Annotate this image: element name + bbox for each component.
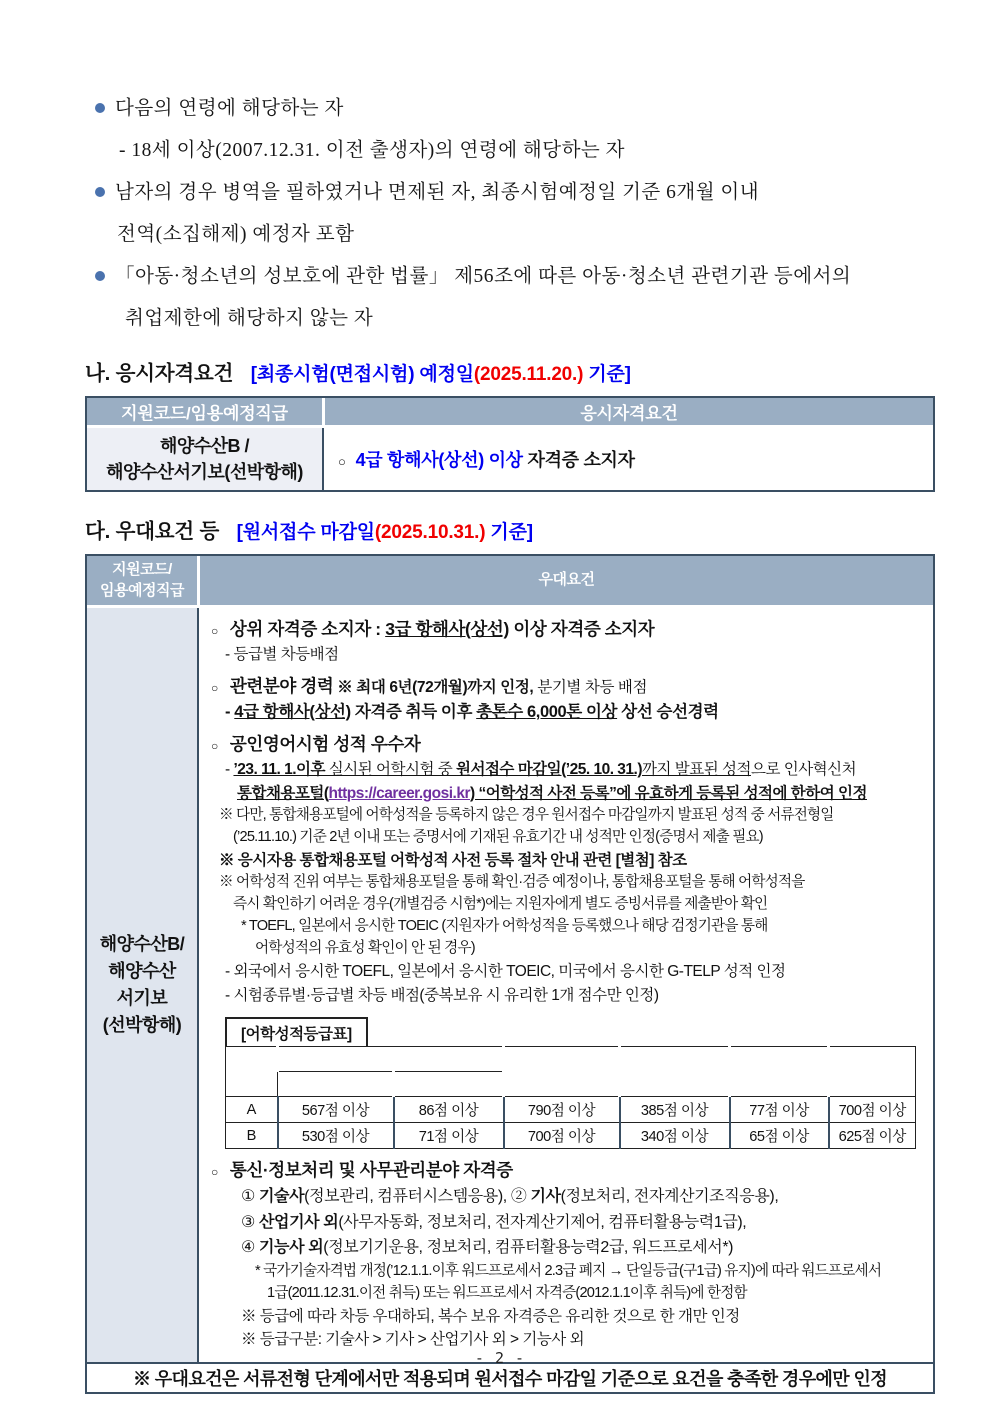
bullet-text: 「아동·청소년의 성보호에 관한 법률」 제56조에 따른 아동·청소년 관련기관 등에서의	[115, 266, 852, 287]
pref4-head: 통신·정보처리 및 사무관리분야 자격증	[229, 1160, 513, 1181]
eligibility-bullet-list	[85, 88, 935, 340]
pref1-head: 상위 자격증 소지자 :	[229, 619, 386, 639]
flex-cell: 625점 이상	[829, 1123, 916, 1149]
gtelp-cell: 65점 이상	[730, 1123, 829, 1149]
preference-footer-note: ※ 우대요건은 서류전형 단계에서만 적용되며 원서접수 마감일 기준으로 요건을 충족한 경우에만 인정	[87, 1362, 933, 1392]
lang-header-toefl: TOEFL	[278, 1047, 504, 1072]
pbt-cell: 530점 이상	[278, 1123, 394, 1149]
header-line: 지원코드/	[112, 561, 172, 579]
num-icon: ③	[241, 1213, 259, 1231]
flex-cell: 700점 이상	[829, 1097, 916, 1123]
pref3-dash1-line2	[211, 782, 925, 806]
code-line: 해양수산서기보(선박항해)	[106, 462, 303, 482]
cert-detail: (정보기기운용, 정보처리, 컴퓨터활용능력2급, 워드프로세서*)	[323, 1239, 734, 1257]
bullet-subtext: - 18세 이상(2007.12.31. 이전 출생자)의 연령에 해당하는 자	[119, 140, 625, 161]
bullet-item-law	[85, 256, 935, 340]
cert-detail: (사무자동화, 정보처리, 전자계산기제어, 컴퓨터활용능력1급),	[338, 1213, 747, 1231]
page-number: - 2 -	[474, 1349, 526, 1367]
pref3-portal: 통합채용포털(	[237, 784, 329, 802]
teps-cell: 385점 이상	[620, 1097, 730, 1123]
pref3-date1: ’23. 11. 1.이후	[233, 761, 325, 778]
pref3-dash2: - 외국에서 응시한 TOEFL, 일본에서 응시한 TOEIC, 미국에서 응시한 G-TELP 성적 인정	[225, 962, 786, 980]
eligibility-table	[87, 398, 933, 490]
code-line: 해양수산	[108, 960, 176, 981]
bullet-text: 남자의 경우 병역을 필하였거나 면제된 자, 최종시험예정일 기준 6개월 이내	[115, 182, 760, 203]
pref1-tail: 이상 자격증 소지자	[508, 619, 655, 639]
cert-name: 기사	[530, 1188, 561, 1206]
pref3-deadline: 원서접수 마감일(’25. 10. 31.)	[456, 761, 643, 778]
t2-cell-preference-content	[197, 608, 933, 1362]
lang-header-teps: TEPS	[620, 1047, 730, 1097]
circle-marker: ○	[211, 738, 218, 753]
section-note-tail: 기준]	[583, 364, 631, 385]
section-heading-eligibility	[85, 356, 935, 386]
num-icon: ①	[241, 1188, 259, 1206]
cert-detail: (정보처리, 전자계산기조직응용),	[560, 1188, 779, 1206]
section-title: 다. 우대요건 등	[85, 520, 220, 543]
grade-cell: A	[226, 1097, 278, 1123]
pref3-note3-line2: 즉시 확인하기 어려운 경우(개별검증 시험*)에는 지원자에게 별도 증빙서류를 제출받아 확인	[233, 896, 768, 913]
pref3-portal-tail: ) “어학성적 사전 등록”에 유효하게 등록된 성적에 한하여 인정	[470, 784, 867, 802]
language-score-block	[225, 1017, 915, 1149]
table-header-row	[87, 556, 933, 608]
t2-cell-code	[87, 608, 197, 1362]
pref1-sub: - 등급별 차등배점	[225, 646, 339, 664]
ibt-cell: 86점 이상	[394, 1097, 504, 1123]
pref3-note1-line1: ※ 다만, 통합채용포털에 어학성적을 등록하지 않은 경우 원서접수 마감일까지 발표된 성적 중 서류전형일	[219, 807, 834, 824]
bullet-text-cont: 전역(소집해제) 예정자 포함	[117, 224, 355, 245]
bullet-text: 다음의 연령에 해당하는 자	[115, 98, 344, 119]
requirement-highlight: 4급 항해사(상선) 이상	[355, 450, 523, 470]
t1-cell-requirement	[322, 428, 933, 490]
table-row	[87, 428, 933, 490]
bullet-icon	[95, 103, 105, 113]
pref3-dash3: - 시험종류별·등급별 차등 배점(중복보유 시 유리한 1개 점수만 인정)	[225, 986, 659, 1004]
code-line: 해양수산B /	[159, 435, 250, 456]
section-note: [원서접수 마감일	[236, 522, 375, 543]
pref3-head: 공인영어시험 성적 우수자	[229, 733, 421, 754]
dash: -	[225, 761, 234, 778]
cert-name: 산업기사 외	[259, 1213, 339, 1231]
language-score-table	[225, 1046, 916, 1149]
section-note-date: (2025.11.20.)	[473, 364, 584, 385]
t1-header-code: 지원코드/임용예정직급	[87, 398, 322, 428]
header-line: 임용예정직급	[100, 581, 184, 599]
pref2-note-bold: ※ 최대 6년(72개월)까지 인정,	[333, 678, 534, 696]
pref2-underline1: 4급 항해사(상선)	[234, 702, 351, 721]
pref4-q2	[211, 1210, 925, 1236]
toeic-cell: 790점 이상	[504, 1097, 620, 1123]
t2-header-code	[87, 556, 197, 608]
pref2-mid: 자격증 취득 이후	[350, 702, 477, 721]
pref3-heading	[211, 731, 925, 758]
bullet-item-military	[85, 172, 935, 256]
lang-header-pbt: PBT	[278, 1072, 394, 1097]
section-heading-preference	[85, 514, 935, 544]
t2-header-preference: 우대요건	[197, 556, 933, 608]
pref4-q1	[211, 1184, 925, 1210]
header-line: G-TELP	[752, 1052, 806, 1070]
code-line: (선박항해)	[102, 1014, 182, 1035]
lang-header-grade: 등급	[226, 1047, 278, 1097]
lang-header-toeic: TOEIC	[504, 1047, 620, 1097]
pref2-head: 관련분야 경력	[229, 675, 334, 696]
pref2-sub	[211, 700, 925, 725]
section-title: 나. 응시자격요건	[85, 362, 234, 385]
grade-cell: B	[226, 1123, 278, 1149]
lang-header-ibt: IBT	[394, 1072, 504, 1097]
pref2-note-rest: 분기별 차등 배점	[533, 678, 648, 696]
pref3-star-line1: * TOEFL, 일본에서 응시한 TOEIC (지원자가 어학성적을 등록했으나 해당 검정기관을 통해	[241, 918, 768, 935]
circle-marker: ○	[338, 454, 346, 469]
pref3-dash1-line1	[211, 758, 925, 782]
requirement-rest: 자격증 소지자	[522, 450, 635, 470]
pref4-star-line2: 1급(2011.12.31.이전 취득) 또는 워드프로세서 자격증(2012.1.1이후 취득)에 한정함	[267, 1284, 747, 1301]
dash: -	[225, 702, 235, 721]
pref1-heading	[211, 616, 925, 643]
cert-detail: (정보관리, 컴퓨터시스템응용), ②	[304, 1188, 531, 1206]
pbt-cell: 567점 이상	[278, 1097, 394, 1123]
pref4-star-line1: * 국가기술자격법 개정(’12.1.1.이후 워드프로세서 2.3급 폐지 → 단일등급(구1급) 유지)에 따라 워드프로세서	[255, 1262, 882, 1279]
section-note-tail: 기준]	[485, 522, 533, 543]
section-note: [최종시험(면접시험) 예정일	[250, 364, 474, 385]
circle-marker: ○	[211, 680, 218, 695]
pref2-heading	[211, 673, 925, 700]
header-line: LEVEL 2	[749, 1071, 809, 1089]
t1-cell-code	[87, 428, 322, 490]
cert-name: 기술사	[259, 1188, 305, 1206]
teps-cell: 340점 이상	[620, 1123, 730, 1149]
lang-row-a	[226, 1097, 916, 1123]
bullet-icon	[95, 187, 105, 197]
circle-marker: ○	[211, 624, 218, 638]
bullet-icon	[95, 271, 105, 281]
pref3-u2: 까지 발표된 성적	[642, 761, 751, 778]
pref3-note2: ※ 응시자용 통합채용포털 어학성적 사전 등록 절차 안내 관련 [별첨] 참조	[219, 851, 687, 869]
lang-header-gtelp	[730, 1047, 829, 1097]
language-table-label: [어학성적등급표]	[225, 1017, 368, 1046]
pref1-underline: 3급 항해사(상선)	[385, 619, 509, 639]
pref3-note1-line2: (’25.11.10.) 기준 2년 이내 또는 증명서에 기재된 유효기간 내 성적만 인정(증명서 제출 필요)	[233, 828, 763, 845]
pref4-heading	[211, 1157, 925, 1184]
code-line: 해양수산B/	[99, 933, 185, 954]
pref3-rest: 으로 인사혁신처	[750, 761, 857, 778]
t1-header-requirement: 응시자격요건	[322, 398, 933, 428]
career-portal-link[interactable]: https://career.gosi.kr	[328, 784, 470, 802]
pref2-underline2: 총톤수 6,000톤 이상	[476, 702, 618, 721]
cert-name: 기능사 외	[259, 1239, 324, 1257]
circle-marker: ○	[211, 1165, 218, 1180]
pref3-u1: 실시된 어학시험 중	[325, 761, 457, 778]
ibt-cell: 71점 이상	[394, 1123, 504, 1149]
lang-row-b	[226, 1123, 916, 1149]
num-icon: ④	[241, 1239, 259, 1257]
table-header-row	[87, 398, 933, 428]
lang-header-row1	[226, 1047, 916, 1072]
code-line: 서기보	[116, 987, 168, 1008]
pref3-note3-line1: ※ 어학성적 진위 여부는 통합채용포털을 통해 확인·검증 예정이나, 통합채용포털을 통해 어학성적을	[219, 874, 805, 891]
pref4-note2: ※ 등급구분: 기술사 > 기사 > 산업기사 외 > 기능사 외	[241, 1331, 585, 1349]
pref4-note1: ※ 등급에 따라 차등 우대하되, 복수 보유 자격증은 유리한 것으로 한 개만 인정	[241, 1307, 740, 1325]
preference-table	[87, 556, 933, 1392]
gtelp-cell: 77점 이상	[730, 1097, 829, 1123]
lang-header-flex: FLEX	[829, 1047, 916, 1097]
pref4-q3	[211, 1235, 925, 1261]
pref2-tail: 상선 승선경력	[617, 702, 719, 721]
section-note-date: (2025.10.31.)	[374, 522, 486, 543]
eligibility-table-wrapper	[85, 396, 935, 492]
preference-table-wrapper	[85, 554, 935, 1394]
toeic-cell: 700점 이상	[504, 1123, 620, 1149]
pref3-star-line2: 어학성적의 유효성 확인이 안 된 경우)	[255, 940, 475, 957]
bullet-text-cont: 취업제한에 해당하지 않는 자	[125, 308, 374, 329]
table-row	[87, 608, 933, 1362]
bullet-item-age	[85, 88, 935, 172]
